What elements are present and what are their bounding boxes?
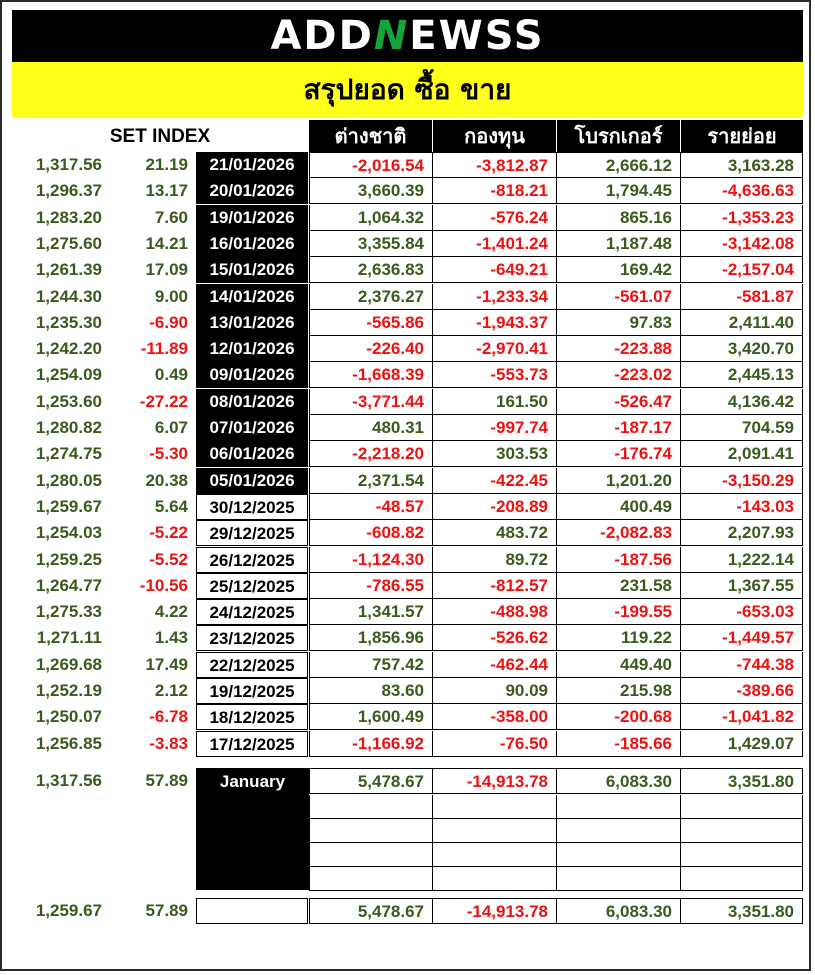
retail-net-value: 2,445.13 — [681, 362, 803, 388]
fund-net-value: -997.74 — [433, 415, 557, 441]
trade-date: 14/01/2026 — [196, 284, 308, 310]
empty-cell — [557, 867, 681, 891]
table-row — [12, 389, 803, 415]
set-index-value: 1,254.03 — [35, 523, 102, 543]
trade-date: 23/12/2025 — [196, 625, 308, 651]
column-header-fund: กองทุน — [433, 120, 557, 152]
trade-date: 22/12/2025 — [196, 652, 308, 678]
fund-net-value: -553.73 — [433, 362, 557, 388]
trade-date: 20/01/2026 — [196, 178, 308, 204]
trade-date: 26/12/2025 — [196, 547, 308, 573]
foreign-net-value: -786.55 — [309, 573, 433, 599]
broker-net-value: 97.83 — [557, 310, 681, 336]
fund-net-value: -1,233.34 — [433, 284, 557, 310]
empty-summary-row — [12, 843, 803, 869]
empty-summary-row — [12, 819, 803, 845]
foreign-net-value: 757.42 — [309, 652, 433, 678]
foreign-net-value: 3,355.84 — [309, 231, 433, 257]
empty-cell — [681, 795, 803, 819]
foreign-net-value: -608.82 — [309, 520, 433, 546]
retail-net-value: -3,142.08 — [681, 231, 803, 257]
broker-net-value: -223.88 — [557, 336, 681, 362]
table-row — [12, 652, 803, 678]
set-index-value: 1,271.11 — [36, 628, 102, 648]
retail-net-value: -653.03 — [681, 599, 803, 625]
broker-net-value: 231.58 — [557, 573, 681, 599]
broker-net-value: 2,666.12 — [557, 152, 681, 178]
foreign-net-value: 83.60 — [309, 678, 433, 704]
table-row — [12, 520, 803, 546]
fund-net-value: 303.53 — [433, 441, 557, 467]
empty-cell — [309, 795, 433, 819]
broker-net-value: -561.07 — [557, 284, 681, 310]
retail-net-value: 3,351.80 — [681, 898, 803, 924]
trade-date: 13/01/2026 — [196, 310, 308, 336]
foreign-net-value: -2,218.20 — [309, 441, 433, 467]
index-change-value: 17.49 — [145, 654, 188, 674]
set-index-value: 1,274.75 — [35, 444, 102, 464]
index-change-value: 0.49 — [154, 365, 188, 385]
empty-summary-row — [12, 867, 803, 893]
table-row — [12, 415, 803, 441]
set-index-value: 1,296.37 — [35, 181, 102, 201]
index-change-value: 5.64 — [154, 496, 188, 516]
table-row — [12, 678, 803, 704]
table-row — [12, 205, 803, 231]
foreign-net-value: 5,478.67 — [309, 768, 433, 794]
index-change-value: -5.30 — [149, 444, 188, 464]
fund-net-value: -76.50 — [433, 731, 557, 757]
trade-date: 21/01/2026 — [196, 152, 308, 178]
empty-cell — [433, 819, 557, 843]
fund-net-value: 161.50 — [433, 389, 557, 415]
trade-date: 30/12/2025 — [196, 494, 308, 520]
foreign-net-value: -3,771.44 — [309, 389, 433, 415]
trade-date: 18/12/2025 — [196, 704, 308, 730]
broker-net-value: -223.02 — [557, 362, 681, 388]
broker-net-value: -176.74 — [557, 441, 681, 467]
broker-net-value: 119.22 — [557, 625, 681, 651]
foreign-net-value: 480.31 — [309, 415, 433, 441]
index-change-value: -6.90 — [149, 312, 188, 332]
month-label: January — [219, 772, 286, 791]
broker-net-value: 865.16 — [557, 205, 681, 231]
index-change-value: 9.00 — [154, 286, 188, 306]
foreign-net-value: -48.57 — [309, 494, 433, 520]
fund-net-value: -488.98 — [433, 599, 557, 625]
fund-net-value: 483.72 — [433, 520, 557, 546]
foreign-net-value: 2,636.83 — [309, 257, 433, 283]
table-row — [12, 231, 803, 257]
index-change-value: 4.22 — [154, 602, 188, 622]
table-row — [12, 336, 803, 362]
brand-logo — [270, 13, 544, 59]
foreign-net-value: 2,371.54 — [309, 468, 433, 494]
fund-net-value: 89.72 — [433, 547, 557, 573]
index-change-value: -6.78 — [149, 707, 188, 727]
retail-net-value: 2,411.40 — [681, 310, 803, 336]
trade-date: 29/12/2025 — [196, 520, 308, 546]
broker-net-value: 215.98 — [557, 678, 681, 704]
index-change-value: -27.22 — [139, 391, 188, 411]
set-index-value: 1,253.60 — [35, 391, 102, 411]
table-row — [12, 599, 803, 625]
retail-net-value: 4,136.42 — [681, 389, 803, 415]
broker-net-value: 1,201.20 — [557, 468, 681, 494]
broker-net-value: -185.66 — [557, 731, 681, 757]
foreign-net-value: -226.40 — [309, 336, 433, 362]
fund-net-value: -208.89 — [433, 494, 557, 520]
foreign-net-value: 1,341.57 — [309, 599, 433, 625]
set-index-value: 1,259.25 — [35, 549, 102, 569]
column-header-broker: โบรกเกอร์ — [557, 120, 681, 152]
broker-net-value: -187.56 — [557, 547, 681, 573]
set-index-value: 1,235.30 — [35, 312, 102, 332]
table-row — [12, 468, 803, 494]
broker-net-value: -526.47 — [557, 389, 681, 415]
trade-date: 09/01/2026 — [196, 362, 308, 388]
index-change-value: 2.12 — [154, 681, 188, 700]
retail-net-value: 3,351.80 — [681, 768, 803, 794]
broker-net-value: -200.68 — [557, 704, 681, 730]
page-title: สรุปยอด ซื้อ ขาย — [12, 62, 803, 118]
fund-net-value: -3,812.87 — [433, 152, 557, 178]
retail-net-value: -744.38 — [681, 652, 803, 678]
set-index-value: 1,254.09 — [35, 365, 102, 385]
trade-date: 16/01/2026 — [196, 231, 308, 257]
empty-cell — [433, 843, 557, 867]
fund-net-value: -1,943.37 — [433, 310, 557, 336]
retail-net-value: -2,157.04 — [681, 257, 803, 283]
empty-cell — [681, 843, 803, 867]
retail-net-value: 704.59 — [681, 415, 803, 441]
table-row — [12, 441, 803, 467]
retail-net-value: -3,150.29 — [681, 468, 803, 494]
trade-date: 17/12/2025 — [196, 731, 308, 757]
table-row — [12, 178, 803, 204]
foreign-net-value: 2,376.27 — [309, 284, 433, 310]
broker-net-value: -199.55 — [557, 599, 681, 625]
trade-date: 12/01/2026 — [196, 336, 308, 362]
table-row — [12, 362, 803, 388]
index-change-value: 1.43 — [154, 628, 188, 648]
table-row — [12, 284, 803, 310]
empty-cell — [557, 819, 681, 843]
broker-net-value: 6,083.30 — [557, 768, 681, 794]
retail-net-value: 1,429.07 — [681, 731, 803, 757]
retail-net-value: -389.66 — [681, 678, 803, 704]
index-change-value: 17.09 — [145, 260, 188, 280]
index-change-value: 6.07 — [154, 418, 188, 437]
index-change-value: -3.83 — [149, 733, 188, 753]
retail-net-value: -1,353.23 — [681, 205, 803, 231]
set-index-value: 1,275.60 — [35, 233, 102, 253]
empty-cell — [681, 867, 803, 891]
logo-part-n: N — [373, 13, 410, 59]
set-index-value: 1,317.56 — [35, 155, 102, 174]
trade-date — [196, 898, 308, 924]
broker-net-value: -187.17 — [557, 415, 681, 441]
empty-cell — [309, 867, 433, 891]
column-header-retail: รายย่อย — [681, 120, 803, 152]
empty-cell — [309, 843, 433, 867]
trade-date: 15/01/2026 — [196, 257, 308, 283]
broker-net-value: 1,187.48 — [557, 231, 681, 257]
set-index-value: 1,280.82 — [35, 418, 102, 437]
broker-net-value: 169.42 — [557, 257, 681, 283]
table-row — [12, 547, 803, 573]
empty-cell — [557, 795, 681, 819]
trade-date: 25/12/2025 — [196, 573, 308, 599]
index-change-value: -5.52 — [149, 549, 188, 569]
broker-net-value: 449.40 — [557, 652, 681, 678]
foreign-net-value: 3,660.39 — [309, 178, 433, 204]
set-index-value: 1,242.20 — [35, 339, 102, 359]
fund-net-value: -818.21 — [433, 178, 557, 204]
fund-net-value: -14,913.78 — [433, 768, 557, 794]
retail-net-value: 2,207.93 — [681, 520, 803, 546]
logo-part-ewss: EWSS — [409, 13, 545, 59]
fund-net-value: -1,401.24 — [433, 231, 557, 257]
foreign-net-value: -565.86 — [309, 310, 433, 336]
retail-net-value: 3,163.28 — [681, 152, 803, 178]
fund-net-value: -812.57 — [433, 573, 557, 599]
set-index-value: 1,259.67 — [35, 496, 102, 516]
empty-cell — [433, 867, 557, 891]
index-change-value: 57.89 — [145, 901, 188, 920]
foreign-net-value: 5,478.67 — [309, 898, 433, 924]
set-index-value: 1,283.20 — [35, 207, 102, 227]
table-row — [12, 625, 803, 651]
fund-net-value: -462.44 — [433, 652, 557, 678]
foreign-net-value: -1,166.92 — [309, 731, 433, 757]
empty-cell — [433, 795, 557, 819]
empty-cell — [681, 819, 803, 843]
index-change-value: 14.21 — [145, 233, 188, 253]
fund-net-value: -358.00 — [433, 704, 557, 730]
broker-net-value: 6,083.30 — [557, 898, 681, 924]
set-index-value: 1,261.39 — [35, 260, 102, 280]
empty-cell — [309, 819, 433, 843]
empty-cell — [557, 843, 681, 867]
logo-part-add: ADD — [270, 13, 374, 59]
brand-header — [12, 10, 803, 62]
index-change-value: 20.38 — [145, 470, 188, 490]
table-row — [12, 731, 803, 757]
set-index-label: SET INDEX — [109, 126, 211, 147]
trade-date: 19/01/2026 — [196, 205, 308, 231]
table-row — [12, 257, 803, 283]
table-row — [12, 704, 803, 730]
broker-net-value: -2,082.83 — [557, 520, 681, 546]
fund-net-value: -14,913.78 — [433, 898, 557, 924]
retail-net-value: 2,091.41 — [681, 441, 803, 467]
set-index-value: 1,275.33 — [35, 602, 102, 622]
column-header-foreign: ต่างชาติ — [309, 120, 433, 152]
foreign-net-value: 1,856.96 — [309, 625, 433, 651]
trade-date: 05/01/2026 — [196, 468, 308, 494]
index-change-value: 57.89 — [145, 771, 188, 790]
set-index-value: 1,269.68 — [35, 654, 102, 674]
index-change-value: -5.22 — [149, 523, 188, 543]
empty-summary-row — [12, 795, 803, 821]
index-change-value: -10.56 — [139, 575, 188, 595]
table-row — [12, 494, 803, 520]
retail-net-value: -1,041.82 — [681, 704, 803, 730]
retail-net-value: -4,636.63 — [681, 178, 803, 204]
foreign-net-value: 1,064.32 — [309, 205, 433, 231]
trade-date: 24/12/2025 — [196, 599, 308, 625]
month-summary-row — [12, 768, 803, 794]
retail-net-value: -1,449.57 — [681, 625, 803, 651]
fund-net-value: -649.21 — [433, 257, 557, 283]
foreign-net-value: -1,668.39 — [309, 362, 433, 388]
table-row — [12, 310, 803, 336]
set-index-value: 1,250.07 — [35, 707, 102, 727]
trade-date: 08/01/2026 — [196, 389, 308, 415]
set-index-value: 1,252.19 — [35, 681, 102, 700]
broker-net-value: 1,794.45 — [557, 178, 681, 204]
set-index-value: 1,280.05 — [35, 470, 102, 490]
set-index-value: 1,317.56 — [35, 771, 102, 790]
table-row — [12, 573, 803, 599]
set-index-value: 1,256.85 — [35, 733, 102, 753]
index-change-value: 13.17 — [145, 181, 188, 201]
retail-net-value: 1,367.55 — [681, 573, 803, 599]
index-change-value: -11.89 — [140, 339, 188, 359]
set-index-value: 1,259.67 — [35, 901, 102, 920]
fund-net-value: -2,970.41 — [433, 336, 557, 362]
set-index-value: 1,264.77 — [35, 575, 102, 595]
trade-date: 07/01/2026 — [196, 415, 308, 441]
retail-net-value: -143.03 — [681, 494, 803, 520]
broker-net-value: 400.49 — [557, 494, 681, 520]
index-change-value: 21.19 — [145, 155, 188, 174]
fund-net-value: -576.24 — [433, 205, 557, 231]
fund-net-value: 90.09 — [433, 678, 557, 704]
foreign-net-value: -2,016.54 — [309, 152, 433, 178]
trade-date: 06/01/2026 — [196, 441, 308, 467]
fund-net-value: -422.45 — [433, 468, 557, 494]
index-change-value: 7.60 — [154, 207, 188, 227]
table-row — [12, 152, 803, 178]
retail-net-value: 3,420.70 — [681, 336, 803, 362]
fund-net-value: -526.62 — [433, 625, 557, 651]
year-summary-row — [12, 898, 803, 924]
retail-net-value: -581.87 — [681, 284, 803, 310]
foreign-net-value: 1,600.49 — [309, 704, 433, 730]
trade-date: 19/12/2025 — [196, 678, 308, 704]
retail-net-value: 1,222.14 — [681, 547, 803, 573]
foreign-net-value: -1,124.30 — [309, 547, 433, 573]
set-index-value: 1,244.30 — [35, 286, 102, 306]
